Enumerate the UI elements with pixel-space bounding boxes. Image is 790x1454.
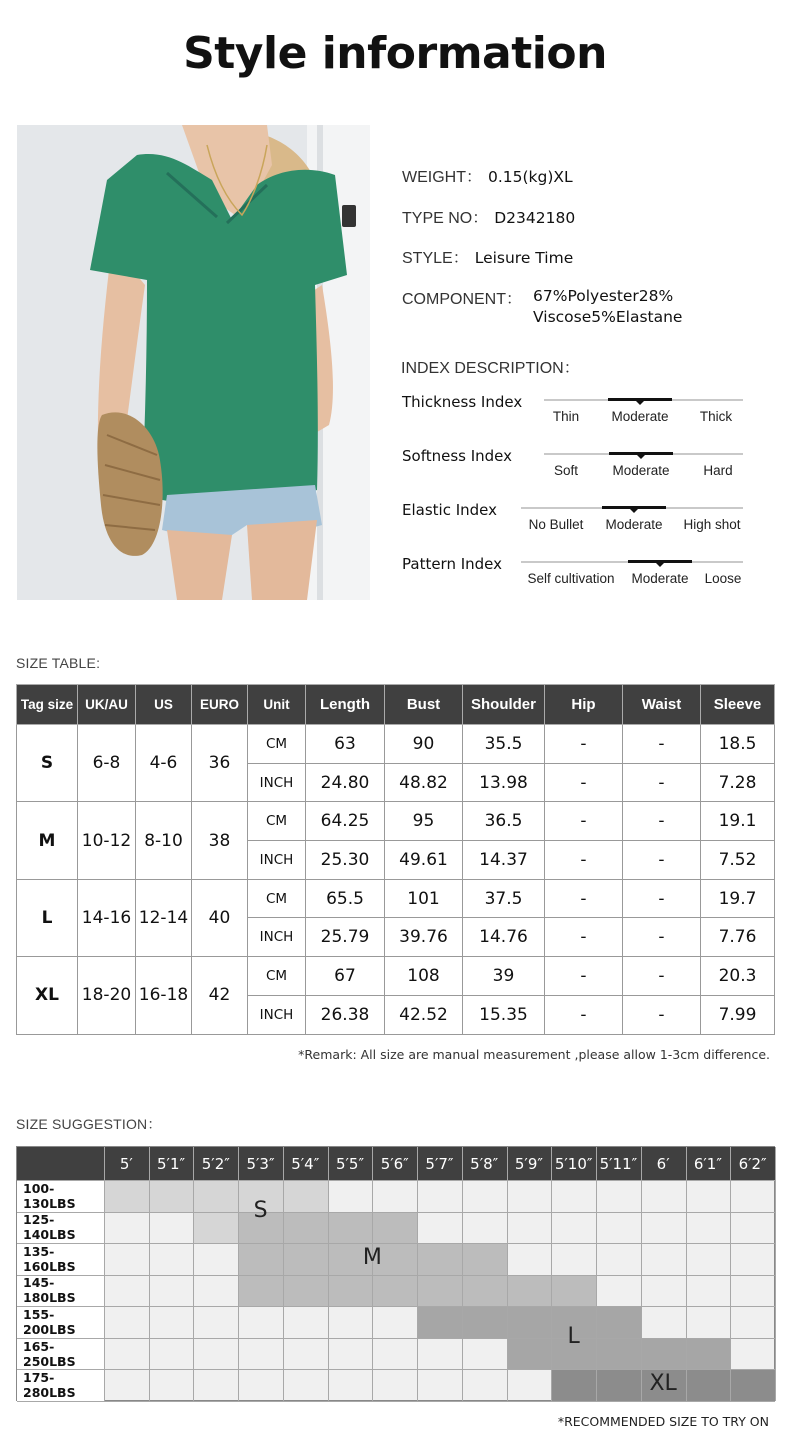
index-scale-label: Self cultivation bbox=[527, 571, 615, 586]
measurement-cell: - bbox=[623, 918, 701, 957]
size-range-cell bbox=[417, 1306, 462, 1338]
size-cell: 40 bbox=[192, 879, 248, 956]
measurement-cell: 26.38 bbox=[306, 995, 385, 1034]
column-header: Shoulder bbox=[463, 685, 545, 725]
measurement-cell: - bbox=[545, 763, 623, 802]
measurement-cell: 20.3 bbox=[701, 957, 775, 996]
grid-line bbox=[17, 1275, 775, 1276]
height-header: 5′5″ bbox=[328, 1147, 373, 1180]
index-pointer-icon bbox=[656, 563, 664, 567]
model-illustration bbox=[17, 125, 370, 600]
column-header: UK/AU bbox=[78, 685, 136, 725]
measurement-cell: 39.76 bbox=[385, 918, 463, 957]
index-scale-label: Hard bbox=[703, 463, 733, 478]
component-value bbox=[533, 286, 682, 328]
index-name: Elastic Index bbox=[402, 501, 498, 519]
measurement-cell: - bbox=[623, 879, 701, 918]
unit-cell: CM bbox=[248, 957, 306, 996]
size-cell: 18-20 bbox=[78, 957, 136, 1034]
height-header: 5′2″ bbox=[193, 1147, 238, 1180]
index-scale-label: Thin bbox=[552, 409, 580, 424]
weight-label: 145-180LBS bbox=[17, 1275, 104, 1307]
index-scale-label: Moderate bbox=[605, 517, 663, 532]
index-scale-label: High shot bbox=[683, 517, 741, 532]
weight-label: 155-200LBS bbox=[17, 1306, 104, 1338]
measurement-cell: 64.25 bbox=[306, 802, 385, 841]
index-pointer-icon bbox=[636, 401, 644, 405]
index-description-heading: INDEX DESCRIPTION： bbox=[401, 360, 580, 377]
measurement-cell: - bbox=[545, 802, 623, 841]
unit-cell: INCH bbox=[248, 995, 306, 1034]
measurement-cell: 7.28 bbox=[701, 763, 775, 802]
grid-corner bbox=[17, 1147, 104, 1180]
measurement-cell: 7.52 bbox=[701, 841, 775, 880]
grid-line bbox=[17, 1338, 775, 1339]
component-line-2: Viscose5%Elastane bbox=[533, 308, 683, 326]
tag-size-cell: M bbox=[17, 802, 78, 879]
index-name: Pattern Index bbox=[402, 555, 503, 573]
unit-cell: INCH bbox=[248, 918, 306, 957]
height-header: 5′8″ bbox=[462, 1147, 507, 1180]
measurement-cell: 19.1 bbox=[701, 802, 775, 841]
table-row bbox=[17, 802, 775, 841]
size-range-cell bbox=[730, 1369, 775, 1401]
height-header: 5′11″ bbox=[596, 1147, 641, 1180]
index-pointer-icon bbox=[630, 509, 638, 513]
measurement-cell: 14.37 bbox=[463, 841, 545, 880]
size-range-cell bbox=[417, 1243, 462, 1275]
measurement-cell: 65.5 bbox=[306, 879, 385, 918]
unit-cell: CM bbox=[248, 725, 306, 764]
size-range-cell bbox=[238, 1275, 283, 1307]
size-cell: 38 bbox=[192, 802, 248, 879]
size-range-cell bbox=[641, 1338, 686, 1370]
size-remark: *Remark: All size are manual measurement ,please allow 1-3cm difference. bbox=[298, 1047, 770, 1062]
style-row bbox=[402, 245, 573, 268]
grid-line bbox=[17, 1180, 775, 1181]
measurement-cell: 13.98 bbox=[463, 763, 545, 802]
size-range-label: M bbox=[362, 1244, 382, 1270]
unit-cell: INCH bbox=[248, 841, 306, 880]
index-name: Thickness Index bbox=[402, 393, 523, 411]
weight-row bbox=[402, 164, 573, 187]
size-range-cell bbox=[462, 1243, 507, 1275]
index-scale-label: Loose bbox=[704, 571, 742, 586]
measurement-cell: 7.99 bbox=[701, 995, 775, 1034]
page-title: Style information bbox=[183, 28, 607, 79]
measurement-cell: - bbox=[545, 995, 623, 1034]
size-range-cell bbox=[462, 1306, 507, 1338]
measurement-cell: 42.52 bbox=[385, 995, 463, 1034]
index-scale-label: Thick bbox=[699, 409, 733, 424]
measurement-cell: 15.35 bbox=[463, 995, 545, 1034]
column-header: Waist bbox=[623, 685, 701, 725]
size-range-cell bbox=[149, 1180, 194, 1212]
size-range-cell bbox=[238, 1243, 283, 1275]
height-header: 5′ bbox=[104, 1147, 149, 1180]
type-no-row bbox=[402, 205, 575, 228]
height-header: 6′1″ bbox=[686, 1147, 731, 1180]
column-header: Hip bbox=[545, 685, 623, 725]
product-photo bbox=[17, 125, 370, 600]
height-header: 5′10″ bbox=[551, 1147, 596, 1180]
column-header: Bust bbox=[385, 685, 463, 725]
column-header: Sleeve bbox=[701, 685, 775, 725]
height-header: 5′3″ bbox=[238, 1147, 283, 1180]
size-range-cell bbox=[328, 1212, 373, 1244]
measurement-cell: - bbox=[623, 995, 701, 1034]
tag-size-cell: S bbox=[17, 725, 78, 802]
size-range-cell bbox=[507, 1275, 552, 1307]
index-scale-label: Soft bbox=[553, 463, 578, 478]
height-header: 5′1″ bbox=[149, 1147, 194, 1180]
unit-cell: CM bbox=[248, 879, 306, 918]
height-header: 6′2″ bbox=[730, 1147, 775, 1180]
index-pointer-icon bbox=[637, 455, 645, 459]
size-cell: 12-14 bbox=[136, 879, 192, 956]
measurement-cell: 7.76 bbox=[701, 918, 775, 957]
measurement-cell: - bbox=[545, 725, 623, 764]
grid-line bbox=[17, 1212, 775, 1213]
measurement-cell: 37.5 bbox=[463, 879, 545, 918]
measurement-cell: - bbox=[545, 841, 623, 880]
measurement-cell: - bbox=[623, 841, 701, 880]
size-cell: 6-8 bbox=[78, 725, 136, 802]
measurement-cell: 67 bbox=[306, 957, 385, 996]
weight-value: 0.15(kg)XL bbox=[488, 168, 573, 186]
index-scale-label: No Bullet bbox=[528, 517, 584, 532]
table-row bbox=[17, 879, 775, 918]
height-header: 5′7″ bbox=[417, 1147, 462, 1180]
size-range-cell bbox=[372, 1212, 417, 1244]
column-header: Length bbox=[306, 685, 385, 725]
measurement-cell: - bbox=[545, 879, 623, 918]
weight-label: WEIGHT： bbox=[402, 169, 482, 186]
table-row bbox=[17, 957, 775, 996]
size-cell: 10-12 bbox=[78, 802, 136, 879]
height-header: 6′ bbox=[641, 1147, 686, 1180]
component-row bbox=[402, 286, 528, 309]
size-range-cell bbox=[283, 1275, 328, 1307]
measurement-cell: 25.30 bbox=[306, 841, 385, 880]
size-range-label: L bbox=[567, 1323, 580, 1349]
size-suggestion-label: SIZE SUGGESTION： bbox=[16, 1116, 162, 1132]
measurement-cell: 108 bbox=[385, 957, 463, 996]
weight-label: 175-280LBS bbox=[17, 1369, 104, 1401]
tag-size-cell: XL bbox=[17, 957, 78, 1034]
size-cell: 36 bbox=[192, 725, 248, 802]
size-range-cell bbox=[551, 1369, 596, 1401]
grid-line bbox=[17, 1401, 775, 1402]
unit-cell: CM bbox=[248, 802, 306, 841]
measurement-cell: 39 bbox=[463, 957, 545, 996]
height-header: 5′4″ bbox=[283, 1147, 328, 1180]
recommend-note: *RECOMMENDED SIZE TO TRY ON bbox=[557, 1414, 769, 1429]
size-range-label: S bbox=[253, 1197, 268, 1223]
column-header: EURO bbox=[192, 685, 248, 725]
measurement-cell: - bbox=[623, 725, 701, 764]
size-cell: 4-6 bbox=[136, 725, 192, 802]
index-scale-label: Moderate bbox=[631, 571, 689, 586]
column-header: US bbox=[136, 685, 192, 725]
size-cell: 42 bbox=[192, 957, 248, 1034]
size-range-cell bbox=[417, 1275, 462, 1307]
measurement-cell: 25.79 bbox=[306, 918, 385, 957]
measurement-cell: 95 bbox=[385, 802, 463, 841]
measurement-cell: - bbox=[623, 763, 701, 802]
measurement-cell: 24.80 bbox=[306, 763, 385, 802]
style-value: Leisure Time bbox=[474, 249, 574, 267]
measurement-cell: 36.5 bbox=[463, 802, 545, 841]
measurement-cell: 35.5 bbox=[463, 725, 545, 764]
measurement-cell: - bbox=[623, 802, 701, 841]
index-scale-label: Moderate bbox=[612, 463, 670, 478]
type-no-label: TYPE NO： bbox=[402, 210, 489, 227]
size-table-label: SIZE TABLE: bbox=[16, 655, 101, 671]
size-range-cell bbox=[328, 1275, 373, 1307]
height-header: 5′9″ bbox=[507, 1147, 552, 1180]
size-range-label: XL bbox=[649, 1371, 677, 1397]
grid-line bbox=[17, 1306, 775, 1307]
measurement-cell: 90 bbox=[385, 725, 463, 764]
measurement-cell: - bbox=[545, 957, 623, 996]
measurement-cell: 48.82 bbox=[385, 763, 463, 802]
component-line-1: 67%Polyester28% bbox=[533, 287, 674, 305]
column-header: Unit bbox=[248, 685, 306, 725]
measurement-cell: - bbox=[623, 957, 701, 996]
size-cell: 8-10 bbox=[136, 802, 192, 879]
weight-label: 135-160LBS bbox=[17, 1243, 104, 1275]
weight-label: 100-130LBS bbox=[17, 1180, 104, 1212]
index-scale-label: Moderate bbox=[611, 409, 669, 424]
style-label: STYLE： bbox=[402, 250, 469, 267]
weight-label: 165-250LBS bbox=[17, 1338, 104, 1370]
measurement-cell: 49.61 bbox=[385, 841, 463, 880]
measurement-cell: 14.76 bbox=[463, 918, 545, 957]
measurement-cell: 63 bbox=[306, 725, 385, 764]
column-header: Tag size bbox=[17, 685, 78, 725]
size-range-cell bbox=[686, 1338, 731, 1370]
type-no-value: D2342180 bbox=[494, 209, 576, 227]
measurement-cell: - bbox=[545, 918, 623, 957]
size-range-cell bbox=[104, 1180, 149, 1212]
size-range-cell bbox=[283, 1243, 328, 1275]
weight-label: 125-140LBS bbox=[17, 1212, 104, 1244]
size-range-cell bbox=[462, 1275, 507, 1307]
size-table-header bbox=[17, 685, 775, 725]
component-label: COMPONENT： bbox=[402, 291, 523, 308]
height-header: 5′6″ bbox=[372, 1147, 417, 1180]
size-cell: 14-16 bbox=[78, 879, 136, 956]
size-cell: 16-18 bbox=[136, 957, 192, 1034]
size-suggestion-grid bbox=[16, 1146, 775, 1401]
index-name: Softness Index bbox=[402, 447, 513, 465]
size-table bbox=[16, 684, 775, 1035]
size-range-cell bbox=[372, 1275, 417, 1307]
tag-size-cell: L bbox=[17, 879, 78, 956]
table-row bbox=[17, 725, 775, 764]
measurement-cell: 18.5 bbox=[701, 725, 775, 764]
grid-line bbox=[775, 1147, 776, 1401]
size-range-cell bbox=[551, 1275, 596, 1307]
unit-cell: INCH bbox=[248, 763, 306, 802]
measurement-cell: 19.7 bbox=[701, 879, 775, 918]
measurement-cell: 101 bbox=[385, 879, 463, 918]
